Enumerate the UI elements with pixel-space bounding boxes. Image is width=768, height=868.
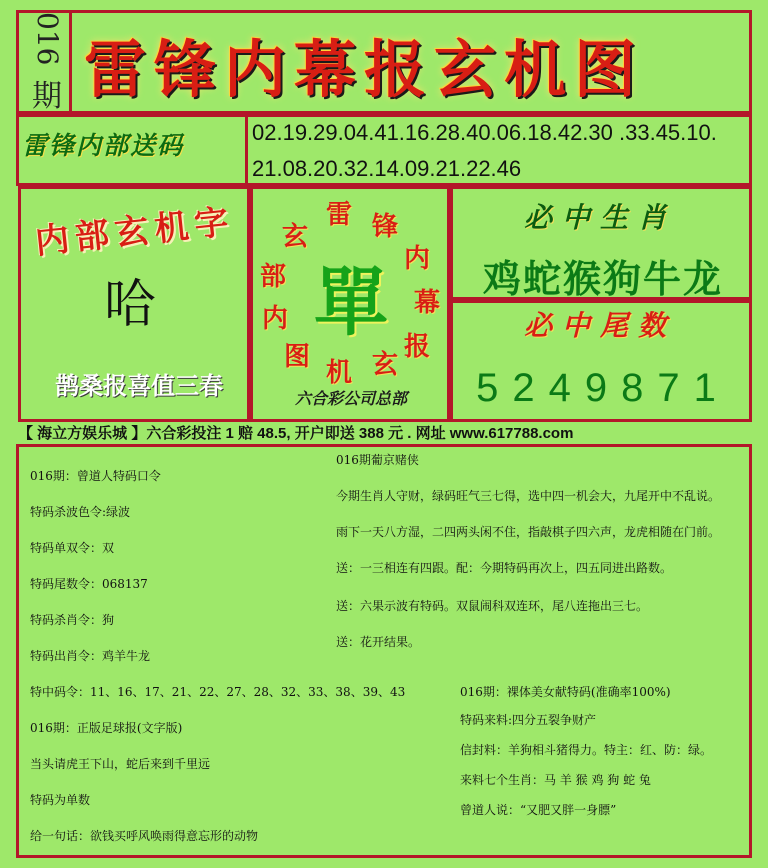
right-line: 雨下一天八方湿，二四两头闲不住，指敲棋子四六声，龙虎相随在门前。 [336, 525, 721, 539]
left-line: 特码单双令：双 [30, 541, 115, 555]
ring-char: 内 [404, 244, 431, 274]
right-line: 今期生肖人守财，绿码旺气三七得，选中四一机会大，九尾开中不乱说。 [336, 489, 721, 503]
ring-char: 图 [284, 342, 311, 372]
ring-char: 报 [404, 332, 431, 362]
left-line: 特码杀波色令:绿波 [30, 505, 131, 519]
ring-char: 机 [326, 358, 353, 388]
left-line: 特码出肖令：鸡羊牛龙 [30, 649, 151, 663]
right-column-title: 016期葡京赌侠 [336, 453, 419, 467]
center-seal [254, 186, 448, 422]
ad-banner: 【 海立方娱乐城 】六合彩投注 1 赔 48.5, 开户即送 388 元 . 网址 www.617788.com [18, 425, 574, 442]
ring-char: 雷 [326, 200, 353, 230]
center-big-char: 單 [314, 260, 388, 346]
right-line: 送：六果示波有特码。双鼠闹科双连环，尾八连拖出三七。 [336, 599, 649, 613]
bottom-right-line: 信封料：羊狗相斗猪得力。特主：红、防：绿。 [460, 743, 713, 757]
bottom-left-line: 当头请虎王下山，蛇后来到千里远 [30, 757, 211, 771]
codes-label: 雷锋内部送码 [22, 131, 185, 160]
left-line: 016期：曾道人特码口令 [30, 469, 161, 483]
bottom-left-line: 给一句话：欲钱买呼风唤雨得意忘形的动物 [30, 829, 259, 843]
bottom-left-line: 016期：正版足球报(文字版) [30, 721, 183, 735]
left-line: 特码尾数令：068137 [30, 577, 148, 591]
zodiac-title: 必中生肖 [523, 201, 676, 234]
left-line: 特码杀肖令：狗 [30, 613, 115, 627]
ring-char: 玄 [372, 350, 399, 380]
hint-poem: 鹊桑报喜值三春 [55, 371, 223, 400]
tail-title: 必中尾数 [523, 309, 676, 342]
bottom-left-line: 特码为单数 [30, 793, 91, 807]
page-title: 雷锋内幕报玄机图 [84, 33, 645, 106]
hint-title: 内部玄机字 [33, 201, 237, 263]
ring-char: 幕 [414, 288, 441, 318]
special-codes: 特中码令：11、16、17、21、22、27、28、32、33、38、39、43 [30, 685, 406, 699]
issue-number: 016 [31, 12, 64, 66]
bottom-right-line: 曾道人说：“又肥又胖一身膘” [460, 803, 617, 817]
ring-char: 锋 [372, 212, 399, 242]
issue-label [22, 10, 72, 114]
right-line: 送：花开结果。 [336, 635, 421, 649]
bottom-right-line: 来料七个生肖：马 羊 猴 鸡 狗 蛇 兔 [460, 773, 651, 787]
zodiac-value: 鸡蛇猴狗牛龙 [482, 256, 723, 301]
codes-list [252, 115, 747, 187]
tail-value: 5249871 [476, 366, 730, 410]
bottom-right-line: 016期：裸体美女献特码(准确率100%) [460, 685, 671, 699]
issue-char: 期 [32, 79, 62, 114]
ring-char: 内 [262, 304, 289, 334]
ring-char: 玄 [282, 222, 309, 252]
right-line: 送：一三相连有四跟。配：今期特码再次上，四五同进出路数。 [336, 561, 673, 575]
bottom-right-line: 特码来料:四分五裂争财产 [460, 713, 597, 727]
codes-line-2: 21.08.20.32.14.09.21.22.46 [252, 156, 522, 181]
center-footer: 六合彩公司总部 [294, 389, 407, 408]
codes-line-1: 02.19.29.04.41.16.28.40.06.18.42.30 .33.45.10. [252, 120, 717, 145]
hint-character: 哈 [103, 275, 156, 335]
ring-char: 部 [260, 262, 287, 292]
